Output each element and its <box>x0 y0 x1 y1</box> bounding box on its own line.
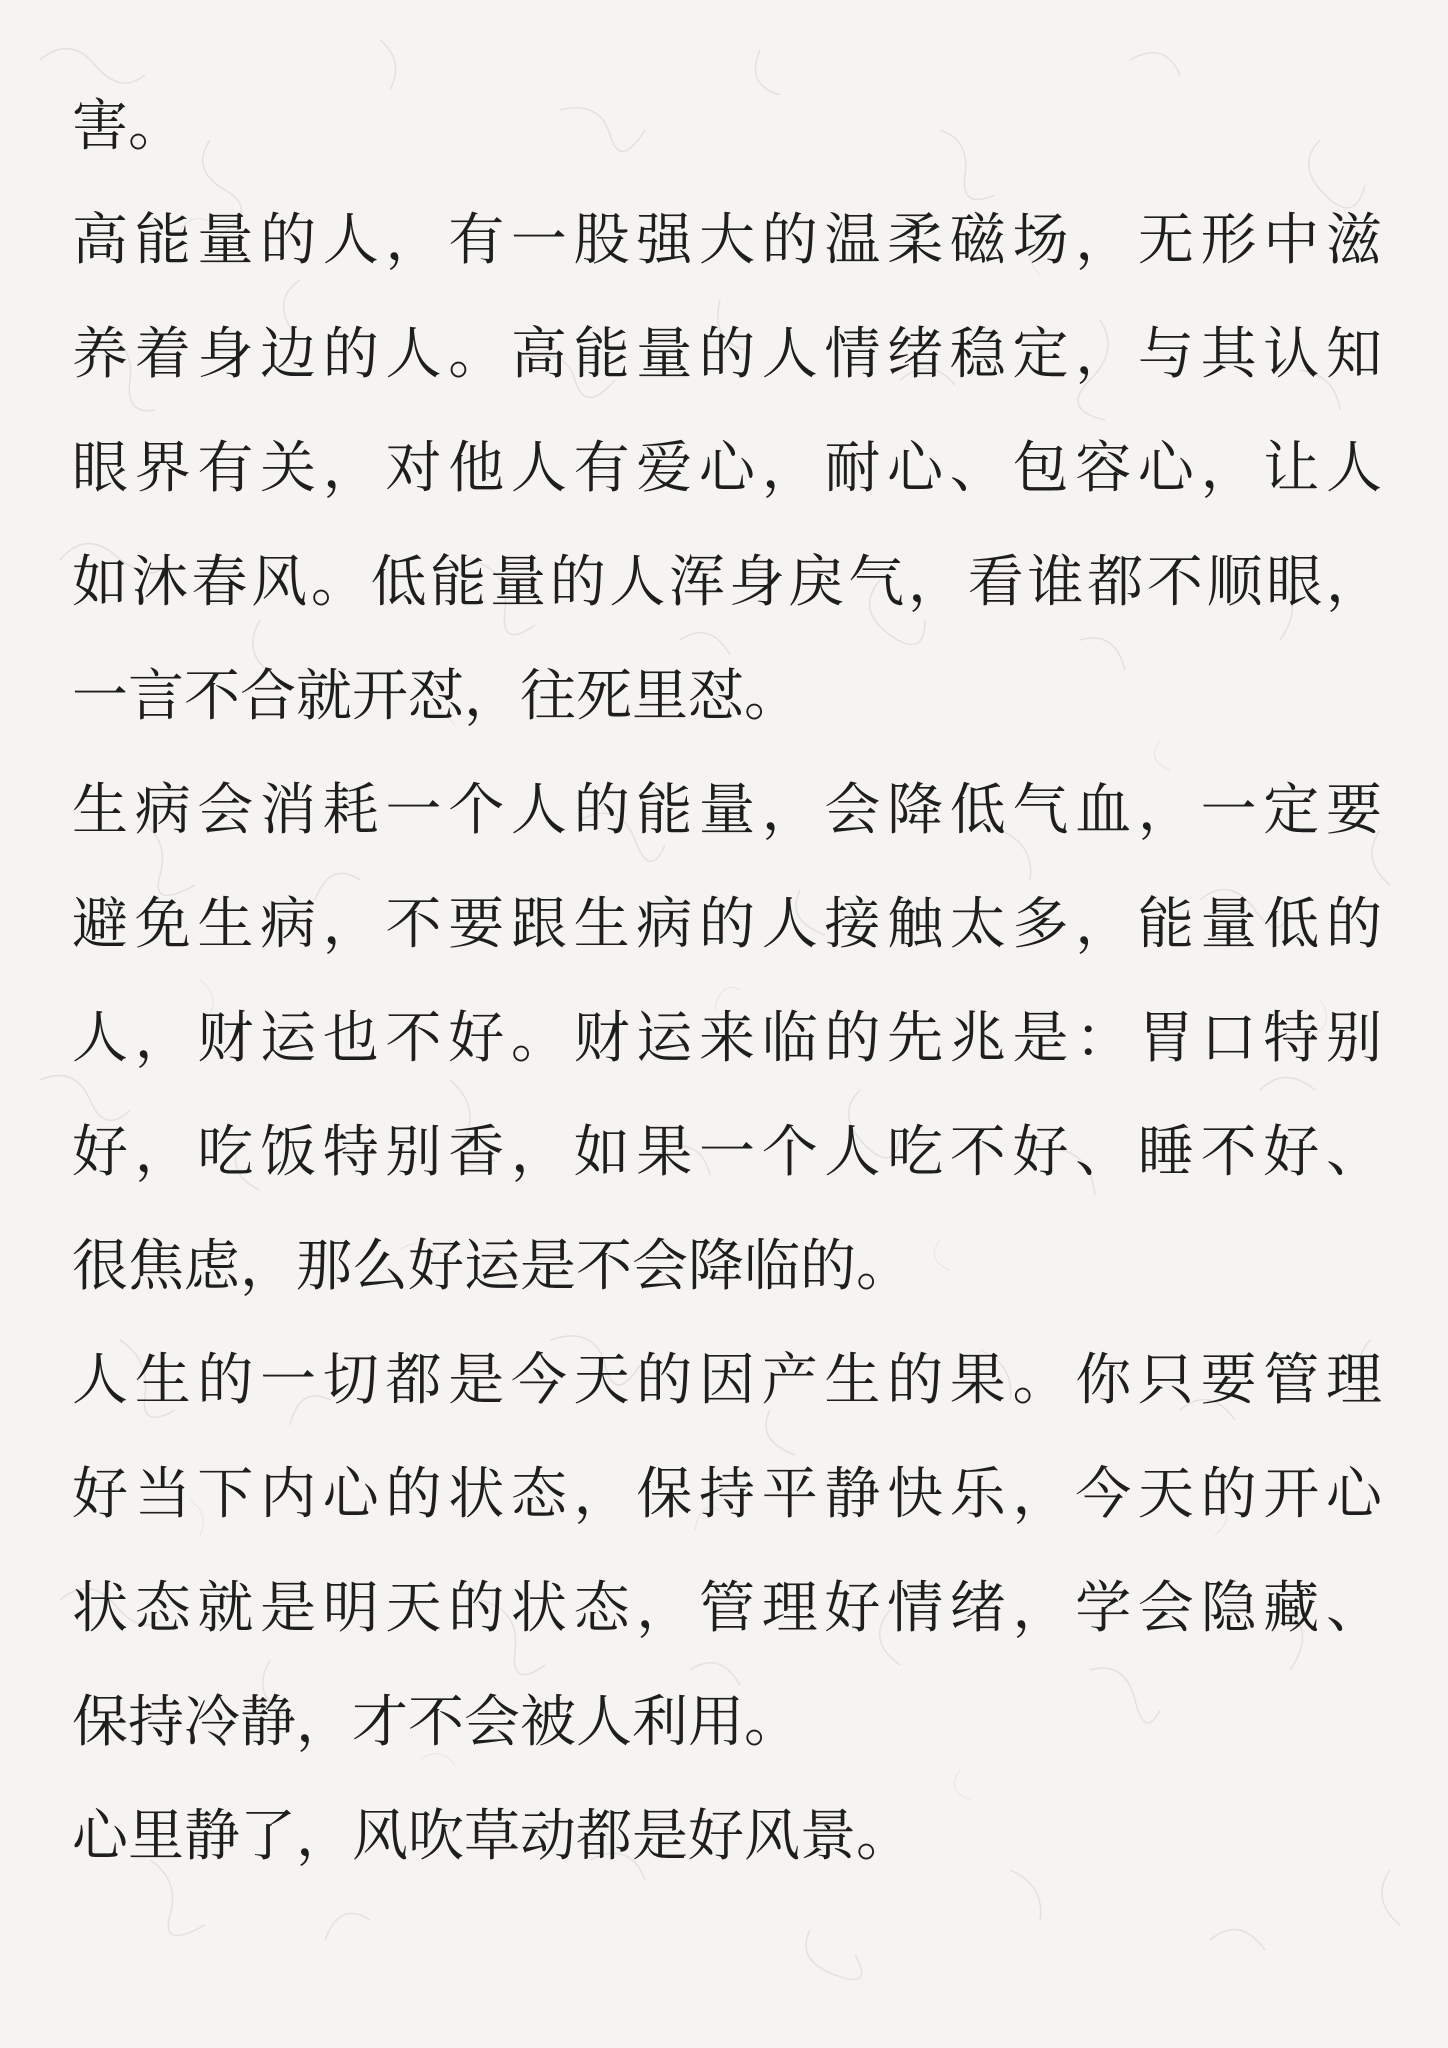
text-line: 人生的一切都是今天的因产生的果。你只要管理 <box>72 1348 1382 1413</box>
text-line: 生病会消耗一个人的能量，会降低气血，一定要 <box>72 778 1382 843</box>
text-line: 养着身边的人。高能量的人情绪稳定，与其认知 <box>72 322 1382 387</box>
text-line: 眼界有关，对他人有爱心，耐心、包容心，让人 <box>72 436 1382 501</box>
text-line: 高能量的人，有一股强大的温柔磁场，无形中滋 <box>72 208 1382 273</box>
text-line: 保持冷静，才不会被人利用。 <box>72 1690 800 1755</box>
text-line: 人，财运也不好。财运来临的先兆是：胃口特别 <box>72 1006 1382 1071</box>
text-line: 心里静了，风吹草动都是好风景。 <box>72 1804 912 1869</box>
text-line: 很焦虑，那么好运是不会降临的。 <box>72 1234 912 1299</box>
text-line: 一言不合就开怼，往死里怼。 <box>72 664 800 729</box>
text-line: 害。 <box>72 94 184 159</box>
text-line: 如沐春风。低能量的人浑身戾气，看谁都不顺眼， <box>72 550 1382 615</box>
text-line: 好，吃饭特别香，如果一个人吃不好、睡不好、 <box>72 1120 1382 1185</box>
text-line: 状态就是明天的状态，管理好情绪，学会隐藏、 <box>72 1576 1382 1641</box>
text-line: 好当下内心的状态，保持平静快乐，今天的开心 <box>72 1462 1382 1527</box>
text-line: 避免生病，不要跟生病的人接触太多，能量低的 <box>72 892 1382 957</box>
